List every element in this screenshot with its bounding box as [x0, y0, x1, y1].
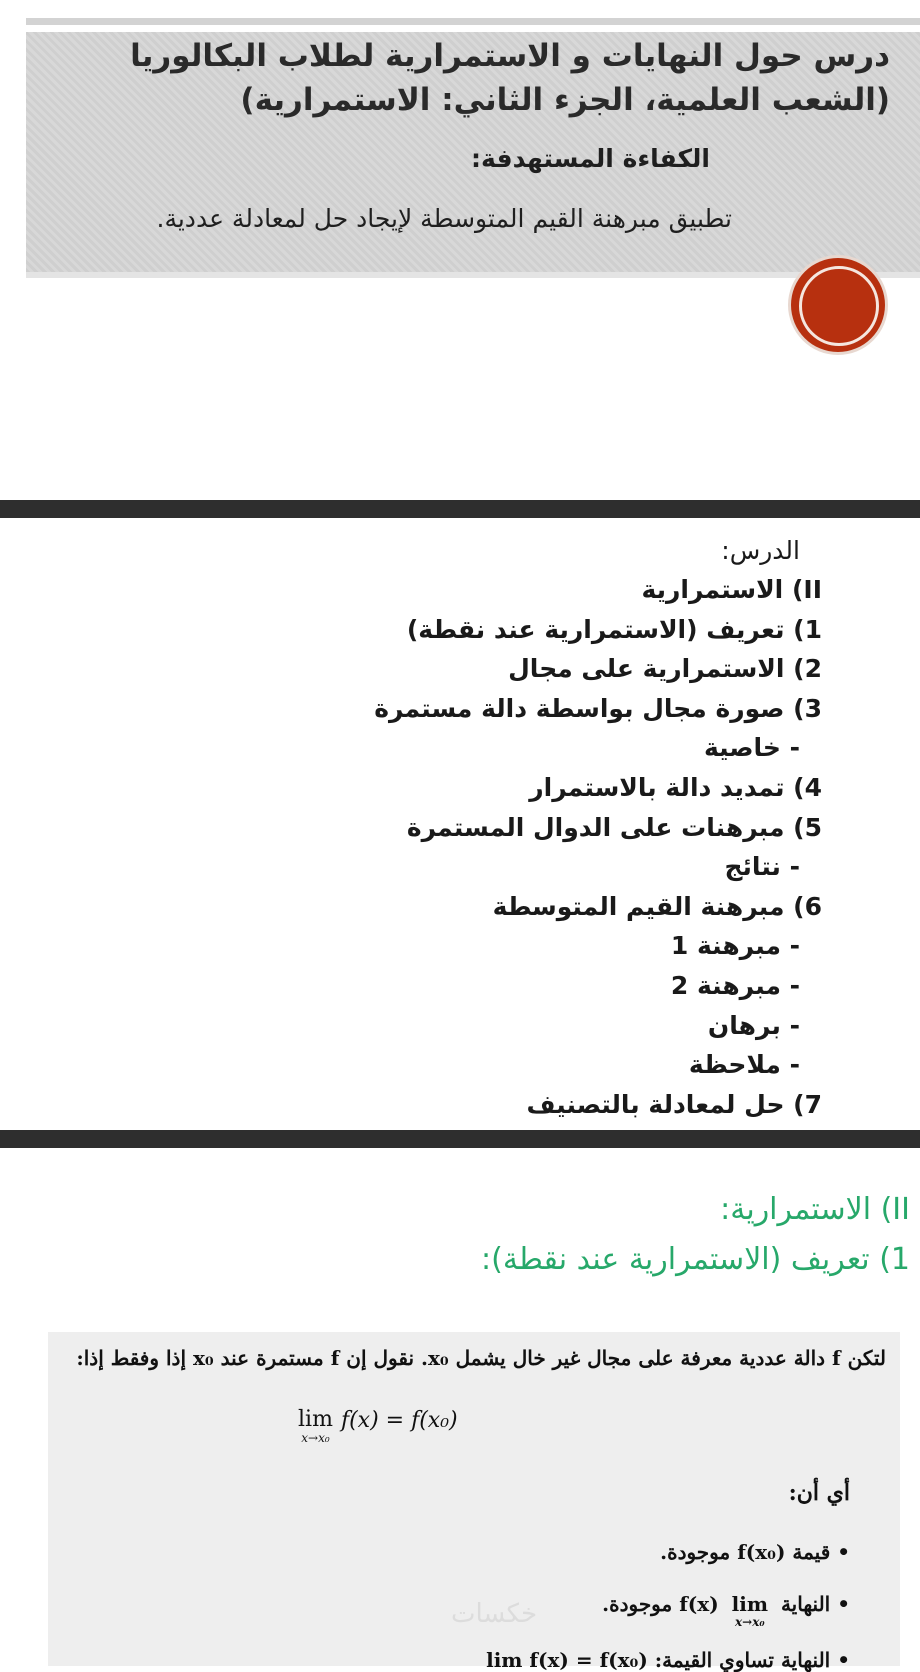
- definition-box: [48, 1332, 900, 1672]
- top-divider-line: [26, 18, 920, 25]
- title-slide: [0, 0, 920, 500]
- outline-list: [122, 570, 822, 1124]
- watermark-logo: خكسات: [451, 1599, 538, 1629]
- outline-slide: [0, 518, 920, 1128]
- outline-item: 1) تعريف (الاستمرارية عند نقطة): [406, 614, 822, 644]
- red-circle-badge-icon: [791, 258, 885, 352]
- outline-heading: الدرس:: [721, 536, 800, 565]
- definition-slide: [0, 1150, 920, 1672]
- outline-item: 3) صورة مجال بواسطة دالة مستمرة: [374, 693, 822, 723]
- continuity-formula: [298, 1408, 458, 1444]
- outline-subitem: - خاصية: [703, 733, 800, 763]
- slide-divider-bar: [0, 500, 920, 518]
- outline-item: II) الاستمرارية: [641, 575, 822, 604]
- subsection-title: 1) تعريف (الاستمرارية عند نقطة):: [481, 1242, 910, 1277]
- bullet-limit-exists: • النهاية lim x→x₀ f(x) موجودة.: [602, 1592, 850, 1629]
- definition-text: لتكن f دالة عددية معرفة على مجال غير خال يشمل x₀. نقول إن f مستمرة عند x₀ إذا وفقط إذا:: [76, 1346, 886, 1370]
- slide-divider-bar: [0, 1130, 920, 1148]
- competence-text: تطبيق مبرهنة القيم المتوسطة لإيجاد حل لمعادلة عددية.: [156, 204, 732, 233]
- outline-subitem: - مبرهنة 2: [670, 970, 800, 1000]
- outline-item: 2) الاستمرارية على مجال: [508, 654, 822, 684]
- outline-subitem: - ملاحظة: [688, 1050, 800, 1080]
- limit-operator: lim x→x₀: [298, 1407, 333, 1445]
- competence-label: الكفاءة المستهدفة:: [471, 144, 710, 173]
- outline-item: 5) مبرهنات على الدوال المستمرة: [406, 812, 822, 842]
- outline-subitem: - برهان: [707, 1010, 800, 1040]
- outline-item: 4) تمديد دالة بالاستمرار: [529, 772, 822, 802]
- formula-expression: f(x) = f(x₀): [340, 1408, 458, 1433]
- bullet-limit-equals-value: • النهاية تساوي القيمة: lim f(x) = f(x₀): [486, 1648, 850, 1672]
- outline-item: 7) حل لمعادلة بالتصنيف: [526, 1089, 822, 1119]
- lesson-outline: [122, 532, 822, 1124]
- outline-subitem: - مبرهنة 1: [670, 931, 800, 961]
- title-banner: [26, 32, 920, 278]
- that-is-label: أي أن:: [788, 1480, 850, 1506]
- bullet-value-exists: • قيمة f(x₀) موجودة.: [660, 1540, 850, 1564]
- limit-operator: lim x→x₀: [731, 1592, 768, 1629]
- lesson-title: درس حول النهايات و الاستمرارية لطلاب البكالوريا (الشعب العلمية، الجزء الثاني: الاستمرارية): [130, 38, 890, 118]
- section-title: II) الاستمرارية:: [720, 1192, 910, 1227]
- outline-item: 6) مبرهنة القيم المتوسطة: [492, 891, 822, 921]
- outline-subitem: - نتائج: [724, 852, 800, 882]
